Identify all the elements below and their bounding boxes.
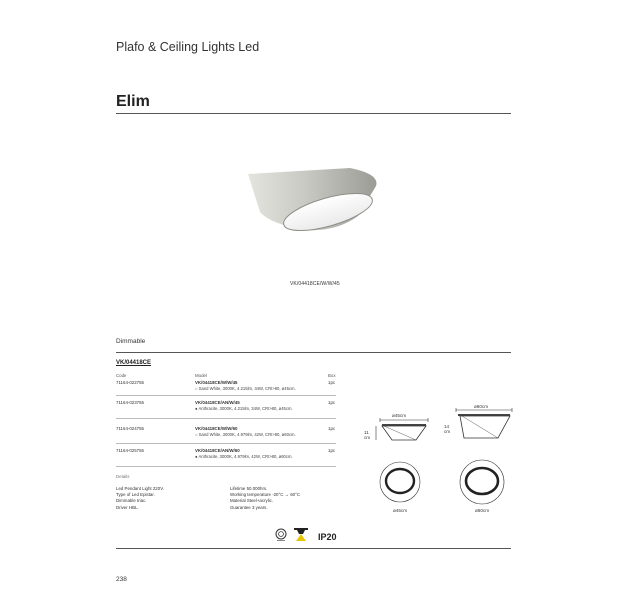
row-divider — [116, 418, 336, 419]
detail-line: Guarantee 3 years. — [230, 504, 268, 510]
table-row-code: 71164-024755 — [116, 426, 144, 431]
header-code: Code — [116, 373, 127, 378]
details-heading: Details — [116, 474, 130, 479]
details-left — [116, 486, 164, 511]
category-title: Plafo & Ceiling Lights Led — [116, 40, 260, 54]
dimmable-label: Dimmable — [116, 338, 146, 345]
table-row-box: 1pc — [328, 448, 336, 453]
table-row-model: VK/04418CE/AN/W/60 — [195, 448, 240, 453]
small-bottom-label: ø45cm — [393, 508, 408, 513]
table-row-desc-text: Sand White, 3000K, 4.215lm, 34W, CRI>80, ø45cm. — [198, 386, 296, 391]
table-row-code: 71164-022755 — [116, 380, 144, 385]
table-row-desc-text: Anthracite, 3000K, 4.979lm, 42W, CRI>80, ø60cm. — [198, 454, 293, 459]
ip-rating: IP20 — [318, 532, 337, 542]
section-divider — [116, 352, 511, 353]
dimmable-certification-icon — [274, 528, 288, 542]
large-bottom-label: ø60cm — [475, 508, 490, 513]
row-divider — [116, 395, 336, 396]
title-divider — [116, 113, 511, 114]
detail-line: Led Pendant Light 220V. — [116, 486, 164, 491]
table-row-code: 71164-025755 — [116, 448, 144, 453]
swatch-icon: ● — [195, 454, 198, 459]
table-row-box: 1pc — [328, 380, 336, 385]
table-row-desc-text: Sand White, 3000K, 4.979lm, 42W, CRI>80, ø60cm. — [198, 432, 296, 437]
detail-line: Driver HBL. — [116, 504, 139, 510]
footer-divider — [116, 548, 511, 549]
small-top-drawing — [378, 460, 422, 504]
ceiling-mount-icon — [292, 527, 310, 543]
table-row-desc-text: Anthracite, 3000K, 4.215lm, 34W, CRI>80, ø45cm. — [198, 406, 293, 411]
table-row-box: 1pc — [328, 400, 336, 405]
product-title: Elim — [116, 93, 150, 110]
page-number: 238 — [116, 576, 127, 583]
table-row-desc — [195, 386, 296, 391]
large-top-drawing — [458, 458, 506, 506]
large-side-drawing — [452, 408, 516, 442]
detail-line: Type of Led Epistar. — [116, 492, 155, 498]
large-height-label: 14 cm — [444, 424, 451, 434]
detail-line: Working temperature -20°C → 60°C — [230, 492, 301, 498]
image-caption: VK/04418CE/W/W/45 — [290, 281, 340, 287]
product-photo — [240, 160, 390, 240]
table-row-code: 71164-023755 — [116, 400, 144, 405]
row-divider — [116, 443, 336, 444]
table-row-desc — [195, 432, 296, 437]
swatch-icon: ○ — [195, 432, 198, 437]
details-right — [230, 486, 300, 511]
small-height-label: 11 cm — [364, 430, 371, 440]
large-width-label: ø60cm — [474, 404, 489, 409]
table-row-model: VK/04418CE/AN/W/45 — [195, 400, 240, 405]
small-width-label: ø45cm — [392, 413, 407, 418]
family-code: VK/04418CE — [116, 360, 152, 366]
table-row-box: 1pc — [328, 426, 336, 431]
table-row-model: VK/04418CE/W/W/45 — [195, 380, 238, 385]
header-box: Box — [328, 373, 336, 378]
detail-line: Lifetime 50.000hrs. — [230, 486, 268, 491]
small-side-drawing — [372, 418, 436, 448]
table-row-model: VK/04418CE/W/W/60 — [195, 426, 238, 431]
detail-line: Material Steel+acrylic. — [230, 498, 274, 504]
header-model: Model — [195, 373, 207, 378]
table-row-desc — [195, 454, 293, 459]
swatch-icon: ○ — [195, 386, 198, 391]
detail-line: Dimmable triac. — [116, 498, 147, 504]
swatch-icon: ● — [195, 406, 198, 411]
row-divider — [116, 466, 336, 467]
table-row-desc — [195, 406, 293, 411]
